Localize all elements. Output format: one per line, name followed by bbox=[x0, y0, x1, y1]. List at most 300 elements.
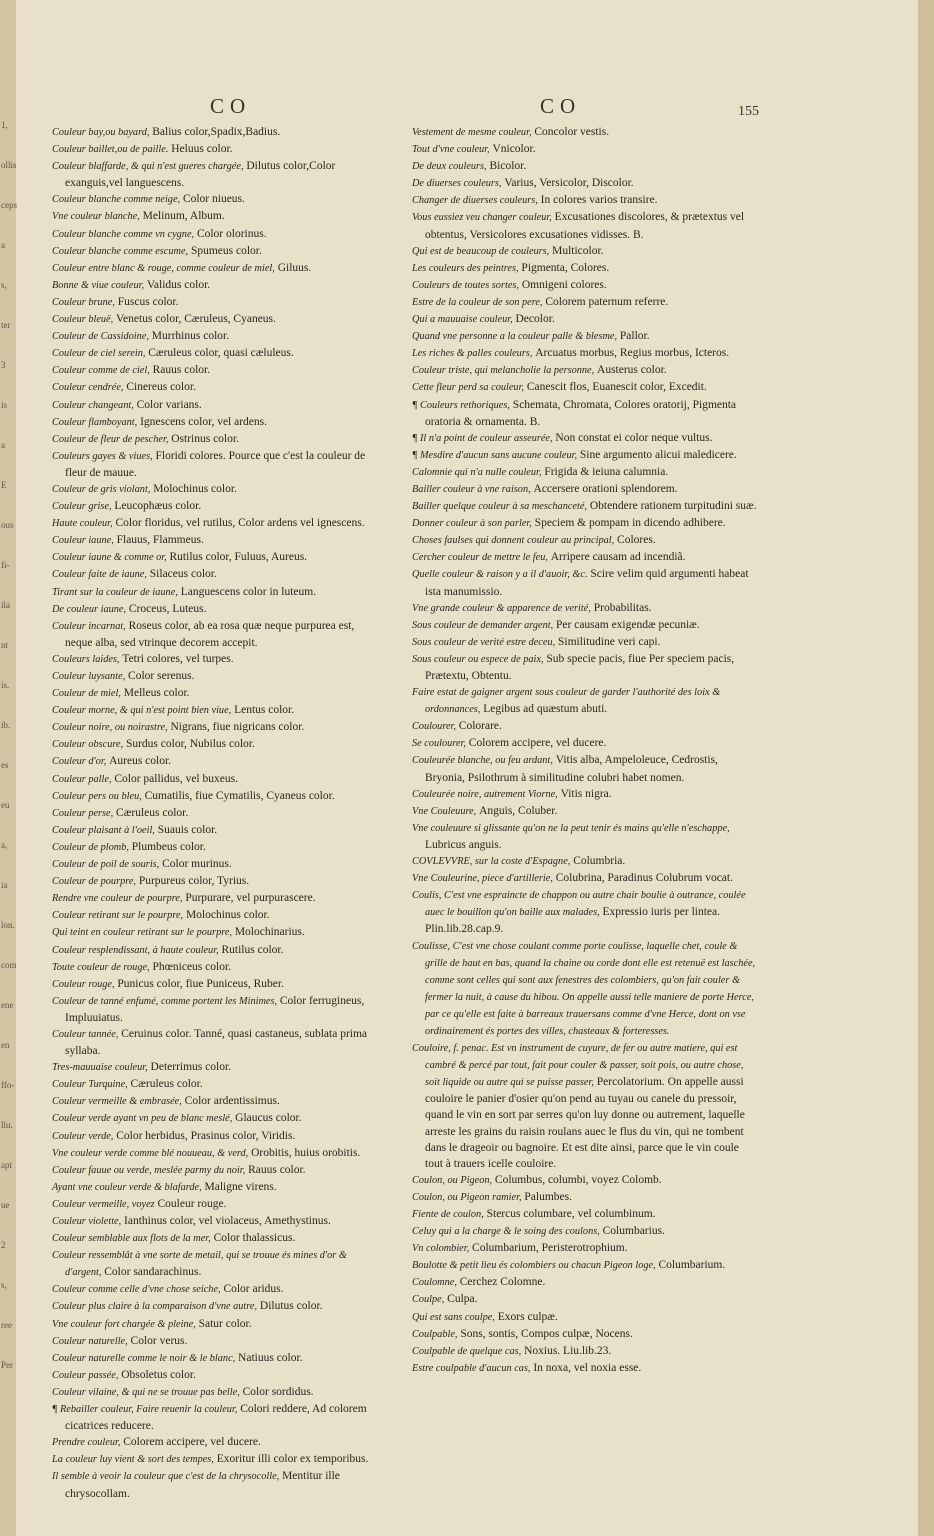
latin-equivalent: Color serenus. bbox=[128, 670, 195, 682]
margin-fragment: apt bbox=[1, 1160, 12, 1170]
latin-equivalent: Cæruleus color. bbox=[116, 806, 189, 819]
dictionary-entry bbox=[52, 771, 382, 788]
dictionary-entry bbox=[52, 549, 382, 566]
latin-equivalent: Colubrina, Paradinus Colubrum vocat. bbox=[555, 872, 733, 885]
dictionary-entry bbox=[52, 1434, 382, 1451]
latin-equivalent: Tetri colores, vel turpes. bbox=[122, 652, 234, 665]
dictionary-entry bbox=[52, 1196, 382, 1213]
french-term: De diuerses couleurs, bbox=[412, 178, 502, 190]
right-column bbox=[412, 124, 757, 1377]
dictionary-entry bbox=[52, 651, 382, 668]
french-term: Prendre couleur, bbox=[52, 1437, 121, 1449]
latin-equivalent: Accersere orationi splendorem. bbox=[533, 482, 678, 495]
french-term: Vn colombier, bbox=[412, 1243, 470, 1255]
french-term: Coulon, ou Pigeon, bbox=[412, 1174, 493, 1186]
french-term: Faire estat de gaigner argent sous couleur de garder l'authorité des loix & ordonnances, bbox=[412, 687, 721, 716]
dictionary-entry bbox=[52, 1333, 382, 1350]
french-term: De couleur iaune, bbox=[52, 603, 127, 615]
french-term: Couleur semblable aux flots de la mer, bbox=[52, 1233, 211, 1245]
margin-fragment: is. bbox=[1, 680, 10, 690]
french-term: Couleur de tanné enfumé, comme portent les Minimes, bbox=[52, 995, 278, 1007]
latin-equivalent: Varius, Versicolor, Discolor. bbox=[504, 177, 634, 190]
french-term: Couleur passée, bbox=[52, 1369, 119, 1381]
dictionary-entry bbox=[52, 1298, 382, 1315]
latin-equivalent: Color murinus. bbox=[162, 858, 232, 871]
dictionary-entry bbox=[412, 243, 757, 260]
margin-fragment: a bbox=[1, 440, 5, 450]
dictionary-entry bbox=[412, 464, 757, 481]
margin-fragment: s, bbox=[1, 1280, 7, 1290]
margin-fragment: ree bbox=[1, 1320, 12, 1330]
latin-equivalent: Color niueus. bbox=[182, 193, 245, 206]
latin-equivalent: Purpurare, vel purpurascere. bbox=[185, 892, 316, 905]
french-term: Les riches & palles couleurs, bbox=[412, 348, 533, 360]
french-term: Couleur violette, bbox=[52, 1216, 122, 1227]
dictionary-entry bbox=[52, 753, 382, 770]
french-term: Couleur triste, qui melancholie la personne, bbox=[412, 365, 595, 377]
dictionary-entry bbox=[52, 345, 382, 362]
latin-equivalent: Color sordidus. bbox=[242, 1385, 314, 1398]
latin-equivalent: Molochinarius. bbox=[234, 926, 305, 939]
margin-fragment: ib. bbox=[1, 720, 11, 730]
latin-equivalent: Color verus. bbox=[130, 1334, 188, 1347]
french-term: Couleur cendrée, bbox=[52, 382, 124, 394]
french-term: Estre coulpable d'aucun cas, bbox=[412, 1362, 531, 1374]
french-term: Couleur pers ou bleu, bbox=[52, 790, 142, 802]
french-term: Couleur bleuë, bbox=[52, 314, 114, 326]
dictionary-entry bbox=[412, 397, 757, 430]
margin-fragment: 3 bbox=[1, 360, 6, 370]
dictionary-entry bbox=[412, 1257, 757, 1274]
french-term: ¶ Il n'a point de couleur asseurée, bbox=[412, 432, 553, 444]
latin-equivalent: Columbus, columbi, voyez Colomb. bbox=[494, 1173, 662, 1186]
latin-equivalent: Colori reddere, Ad colorem cicatrices reducere. bbox=[65, 1403, 367, 1433]
dictionary-entry bbox=[412, 1172, 757, 1189]
french-term: Couleur entre blanc & rouge, comme couleur de miel, bbox=[52, 262, 275, 274]
dictionary-entry bbox=[52, 942, 382, 959]
dictionary-entry bbox=[412, 1309, 757, 1326]
french-term: Couleur de poil de souris, bbox=[52, 859, 160, 871]
margin-fragment: ila bbox=[1, 600, 10, 610]
latin-equivalent: Ceruinus color. Tanné, quasi castaneus, sublata prima syllaba. bbox=[65, 1027, 368, 1058]
latin-equivalent: Expressio iuris per lintea. Plin.lib.28.cap.9. bbox=[425, 906, 721, 936]
latin-equivalent: Couleur rouge. bbox=[157, 1197, 227, 1210]
dictionary-entry bbox=[412, 634, 757, 651]
latin-equivalent: Multicolor. bbox=[552, 244, 604, 257]
latin-equivalent: Ostrinus color. bbox=[171, 432, 239, 445]
latin-equivalent: Colorem accipere, vel ducere. bbox=[123, 1436, 261, 1449]
french-term: Couleur d'or, bbox=[52, 756, 107, 768]
dictionary-entry bbox=[412, 532, 757, 549]
latin-equivalent: Ianthinus color, vel violaceus, Amethystinus. bbox=[124, 1215, 331, 1227]
dictionary-entry bbox=[412, 481, 757, 498]
margin-fragment: a, bbox=[1, 840, 8, 850]
margin-fragment: com bbox=[1, 960, 17, 970]
dictionary-entry bbox=[52, 1468, 382, 1501]
french-term: Coulomne, bbox=[412, 1277, 457, 1289]
latin-equivalent: Lentus color. bbox=[234, 704, 295, 717]
dictionary-entry bbox=[52, 1128, 382, 1145]
dictionary-entry bbox=[52, 1179, 382, 1196]
french-term: Fiente de coulon, bbox=[412, 1209, 484, 1220]
latin-equivalent: Dilutus color. bbox=[259, 1300, 323, 1313]
latin-equivalent: Canescit flos, Euanescit color, Excedit. bbox=[526, 381, 707, 394]
french-term: Couleur palle, bbox=[52, 773, 112, 785]
dictionary-entry bbox=[52, 1110, 382, 1127]
dictionary-entry bbox=[52, 243, 382, 260]
dictionary-entry bbox=[52, 856, 382, 873]
french-term: Coulpe, bbox=[412, 1294, 445, 1306]
dictionary-entry bbox=[412, 684, 757, 718]
french-term: Sous couleur ou espece de paix, bbox=[412, 653, 544, 665]
french-term: ¶ Mesdire d'aucun sans aucune couleur, bbox=[412, 449, 578, 461]
latin-equivalent: Columbarium. bbox=[658, 1259, 726, 1272]
dictionary-entry bbox=[52, 362, 382, 379]
french-term: Quelle couleur & raison y a il d'auoir, &c. bbox=[412, 569, 588, 581]
latin-equivalent: Stercus columbare, vel columbinum. bbox=[486, 1208, 656, 1220]
latin-equivalent: Non constat ei color neque vultus. bbox=[555, 431, 713, 444]
dictionary-entry bbox=[52, 993, 382, 1026]
dictionary-entry bbox=[52, 1316, 382, 1333]
dictionary-entry bbox=[52, 685, 382, 702]
french-term: ¶ Couleurs rethoriques, bbox=[412, 399, 510, 411]
dictionary-entry bbox=[412, 379, 757, 396]
latin-equivalent: Percolatorium. On appelle aussi couloire le panier d'osier qu'on pend au tuyau ou canele du pressoir, quand le vin en sort par serres qu'on luy donne ou autrement, laquelle arreste les grains du raisin roulans auec le flus du vin, qui ne tombent dans le drageoir ou bagnoire. Et est dite ainsi, parce que le vin coule tout à trauers icelle couloire. bbox=[425, 1076, 745, 1170]
french-term: Couleurs laides, bbox=[52, 653, 120, 665]
dictionary-entry bbox=[52, 702, 382, 719]
latin-equivalent: Validus color. bbox=[146, 278, 211, 291]
latin-equivalent: Croceus, Luteus. bbox=[128, 602, 207, 615]
latin-equivalent: Scire velim quid argumenti habeat ista manumissio. bbox=[425, 568, 749, 598]
latin-equivalent: Palumbes. bbox=[524, 1190, 572, 1203]
french-term: Couleur changeant, bbox=[52, 399, 134, 411]
latin-equivalent: Sons, sontis, Compos culpæ, Nocens. bbox=[460, 1327, 633, 1340]
french-term: Couleur brune, bbox=[52, 296, 115, 308]
latin-equivalent: Culpa. bbox=[447, 1293, 478, 1306]
french-term: Vne Couleurine, piece d'artillerie, bbox=[412, 873, 553, 885]
french-term: Tres-mauuaise couleur, bbox=[52, 1062, 148, 1074]
dictionary-entry bbox=[412, 786, 757, 803]
latin-equivalent: Silaceus color. bbox=[149, 568, 217, 581]
french-term: Sous couleur de demander argent, bbox=[412, 619, 554, 631]
dictionary-entry bbox=[52, 208, 382, 225]
latin-equivalent: Arcuatus morbus, Regius morbus, Icteros. bbox=[535, 347, 730, 360]
dictionary-entry bbox=[52, 1350, 382, 1367]
dictionary-entry bbox=[52, 1247, 382, 1281]
dictionary-entry bbox=[412, 141, 757, 158]
dictionary-entry bbox=[412, 803, 757, 820]
dictionary-entry bbox=[52, 498, 382, 515]
latin-equivalent: Vitis nigra. bbox=[560, 787, 612, 800]
page-edge bbox=[918, 0, 934, 1536]
dictionary-entry bbox=[412, 1360, 757, 1377]
french-term: Couleur blanche comme neige, bbox=[52, 194, 181, 206]
french-term: Couleur vermeille & embrasée, bbox=[52, 1096, 182, 1108]
french-term: Couleur baillet,ou de paille. bbox=[52, 144, 169, 156]
french-term: Couleur obscure, bbox=[52, 739, 124, 751]
french-term: Cercher couleur de mettre le feu, bbox=[412, 552, 548, 564]
latin-equivalent: Heluus color. bbox=[171, 143, 233, 156]
french-term: Sous couleur de verité estre deceu, bbox=[412, 636, 556, 648]
french-term: Coulisse, C'est vne chose coulant comme porte coulisse, laquelle chet, coule & grille de haut en bas, quand la chaine ou corde dont elle est retenuë est laschée, comme sont celles qui sont aux fenestres des colombiers, qu'on fait couler & fermer la nuit, à cause du hibou. On appelle aussi telle maniere de porte Herce, par ce qu'elle est faite à barreaux trauersans comme d'vne Herce, dont on vse ordinairement és portes des villes, chasteaux & forteresses. bbox=[412, 940, 756, 1037]
french-term: Couleur plaisant à l'oeil, bbox=[52, 824, 155, 836]
latin-equivalent: Color floridus, vel rutilus, Color ardens vel ignescens. bbox=[115, 517, 365, 530]
french-term: Vne couleur blanche, bbox=[52, 211, 140, 223]
french-term: Coulis, C'est vne espraincte de chappon ou autre chair boulie à outrance, coulée auec le bouillon qu'on baille aux malades, bbox=[412, 890, 746, 919]
dictionary-entry bbox=[412, 515, 757, 532]
dictionary-entry bbox=[52, 379, 382, 396]
latin-equivalent: Glaucus color. bbox=[235, 1112, 302, 1125]
french-term: Qui teint en couleur retirant sur le pourpre, bbox=[52, 927, 232, 939]
french-term: Bailler couleur à vne raison, bbox=[412, 483, 531, 495]
latin-equivalent: Melinum, Album. bbox=[142, 210, 225, 223]
latin-equivalent: Molochinus color. bbox=[153, 482, 237, 495]
french-term: Couleur iaune, bbox=[52, 535, 114, 547]
latin-equivalent: Rauus color. bbox=[248, 1163, 306, 1176]
latin-equivalent: Similitudine veri capi. bbox=[557, 635, 661, 648]
dictionary-entry bbox=[412, 294, 757, 311]
dictionary-entry bbox=[52, 1076, 382, 1093]
french-term: Couleur de miel, bbox=[52, 688, 121, 700]
latin-equivalent: Leucophæus color. bbox=[114, 500, 202, 513]
french-term: Couleur incarnat, bbox=[52, 620, 126, 632]
dictionary-entry bbox=[412, 600, 757, 617]
dictionary-entry bbox=[52, 890, 382, 907]
french-term: Couleur de Cassidoine, bbox=[52, 331, 149, 343]
dictionary-entry bbox=[412, 447, 757, 464]
dictionary-entry bbox=[412, 752, 757, 785]
latin-equivalent: Pigmenta, Colores. bbox=[521, 261, 610, 274]
dictionary-entry bbox=[52, 260, 382, 277]
french-term: Couleur blaffarde, & qui n'est gueres chargée, bbox=[52, 161, 244, 173]
dictionary-entry bbox=[52, 311, 382, 328]
latin-equivalent: Satur color. bbox=[198, 1317, 252, 1330]
dictionary-entry bbox=[412, 1291, 757, 1308]
margin-fragment: is bbox=[1, 400, 8, 410]
latin-equivalent: Molochinus color. bbox=[185, 909, 270, 922]
latin-equivalent: Suauis color. bbox=[157, 823, 218, 836]
french-term: Couleur fauue ou verde, meslée parmy du noir, bbox=[52, 1164, 246, 1176]
latin-equivalent: Melleus color. bbox=[123, 687, 190, 700]
french-term: Couleur comme de ciel, bbox=[52, 365, 150, 377]
dictionary-entry bbox=[412, 870, 757, 887]
dictionary-entry bbox=[52, 1281, 382, 1298]
latin-equivalent: Decolor. bbox=[515, 313, 555, 326]
dictionary-entry bbox=[412, 362, 757, 379]
french-term: Qui est de beaucoup de couleurs, bbox=[412, 245, 550, 257]
dictionary-entry bbox=[52, 1230, 382, 1247]
french-term: Couleur ressemblât à vne sorte de metail, qui se trouue és mines d'or & d'argent, bbox=[52, 1250, 347, 1279]
dictionary-entry bbox=[412, 566, 757, 599]
facing-page-margin bbox=[0, 0, 20, 1536]
latin-equivalent: Color pallidus, vel buxeus. bbox=[114, 772, 238, 785]
dictionary-entry bbox=[52, 397, 382, 414]
french-term: Couleur vilaine, & qui ne se trouue pas belle, bbox=[52, 1386, 240, 1398]
dictionary-entry bbox=[412, 328, 757, 345]
margin-fragment: 2 bbox=[1, 1240, 6, 1250]
latin-equivalent: Balius color,Spadix,Badius. bbox=[152, 126, 281, 138]
dictionary-entry bbox=[52, 805, 382, 822]
latin-equivalent: Sine argumento alicui maledicere. bbox=[579, 448, 737, 461]
french-term: Choses faulses qui donnent couleur au principal, bbox=[412, 535, 615, 547]
french-term: Couleurs de toutes sortes, bbox=[412, 279, 519, 291]
latin-equivalent: Excusationes discolores, & prætextus vel obtentus, Versicolores excusationes vidisses. B. bbox=[425, 211, 745, 241]
dictionary-entry bbox=[412, 853, 757, 870]
latin-equivalent: Colorem accipere, vel ducere. bbox=[468, 737, 607, 750]
margin-fragment: E bbox=[1, 480, 7, 490]
running-head-right: CO bbox=[540, 94, 582, 118]
dictionary-entry bbox=[52, 601, 382, 618]
latin-equivalent: Flauus, Flammeus. bbox=[116, 534, 204, 547]
margin-fragment: ue bbox=[1, 1200, 10, 1210]
latin-equivalent: Columbarium, Peristerotrophium. bbox=[472, 1242, 628, 1255]
latin-equivalent: Color varians. bbox=[136, 398, 202, 411]
french-term: Vne couleur fort chargée & pleine, bbox=[52, 1318, 196, 1330]
dictionary-entry bbox=[52, 1059, 382, 1076]
margin-fragment: en bbox=[1, 1040, 10, 1050]
french-term: Ayant vne couleur verde & blafarde, bbox=[52, 1181, 202, 1193]
french-term: Couleur rouge, bbox=[52, 978, 115, 990]
french-term: Couleur perse, bbox=[52, 807, 114, 819]
latin-equivalent: Mentitur ille chrysocollam. bbox=[65, 1470, 340, 1500]
margin-fragment: ffo- bbox=[1, 1080, 15, 1090]
dictionary-entry bbox=[52, 158, 382, 191]
french-term: Couleur grise, bbox=[52, 501, 112, 513]
margin-fragment: ceps bbox=[1, 200, 17, 210]
french-term: Couleur de plomb, bbox=[52, 841, 129, 853]
french-term: Couleur de pourpre, bbox=[52, 876, 136, 888]
latin-equivalent: Noxius. Liu.lib.23. bbox=[524, 1344, 612, 1357]
french-term: Couleurée blanche, ou feu ardant, bbox=[412, 755, 553, 767]
french-term: Estre de la couleur de son pere, bbox=[412, 296, 543, 308]
french-term: Couleur plus claire à la comparaison d'vne autre, bbox=[52, 1301, 258, 1313]
latin-equivalent: Rutilus color. bbox=[221, 943, 284, 956]
french-term: Qui a mauuaise couleur, bbox=[412, 314, 513, 326]
latin-equivalent: Deterrimus color. bbox=[150, 1061, 232, 1074]
margin-fragment: ous bbox=[1, 520, 14, 530]
french-term: Vne couleuure si glissante qu'on ne la peut tenir és mains qu'elle n'eschappe, bbox=[412, 822, 730, 834]
latin-equivalent: Plumbeus color. bbox=[131, 840, 206, 853]
dictionary-entry bbox=[52, 566, 382, 583]
latin-equivalent: Cinereus color. bbox=[126, 381, 196, 394]
dictionary-entry bbox=[412, 1040, 757, 1172]
latin-equivalent: In noxa, vel noxia esse. bbox=[533, 1361, 642, 1374]
french-term: Couleur de gris violant, bbox=[52, 483, 151, 495]
dictionary-entry bbox=[52, 788, 382, 805]
dictionary-entry bbox=[412, 209, 757, 242]
latin-equivalent: Color ardentissimus. bbox=[184, 1095, 280, 1108]
dictionary-entry bbox=[52, 1384, 382, 1401]
latin-equivalent: Columbarius. bbox=[602, 1225, 665, 1238]
latin-equivalent: Colorem paternum referre. bbox=[545, 295, 669, 308]
dictionary-entry bbox=[52, 839, 382, 856]
french-term: Toute couleur de rouge, bbox=[52, 961, 150, 973]
dictionary-entry bbox=[412, 1189, 757, 1206]
dictionary-entry bbox=[412, 938, 757, 1041]
dictionary-entry bbox=[52, 584, 382, 601]
margin-fragment: nt bbox=[1, 640, 9, 650]
dictionary-entry bbox=[52, 448, 382, 481]
latin-equivalent: Cæruleus color, quasi cæluleus. bbox=[148, 347, 294, 360]
french-term: Couleur flamboyant, bbox=[52, 416, 138, 428]
dictionary-entry bbox=[412, 617, 757, 634]
french-term: Couleurs gayes & viues, bbox=[52, 450, 153, 462]
latin-equivalent: Vitis alba, Ampeloleuce, Cedrostis, Bryonia, Psilothrum à similitudine colubri habet nomen. bbox=[425, 754, 718, 784]
french-term: ¶ Rebailler couleur, Faire reuenir la couleur, bbox=[52, 1404, 238, 1416]
left-column bbox=[52, 124, 382, 1502]
dictionary-entry bbox=[412, 175, 757, 192]
french-term: Couleur blanche comme vn cygne, bbox=[52, 228, 195, 240]
dictionary-entry bbox=[52, 959, 382, 976]
latin-equivalent: Color sandarachinus. bbox=[104, 1266, 202, 1279]
french-term: Couleur naturelle comme le noir & le blanc, bbox=[52, 1352, 236, 1364]
latin-equivalent: In colores varios transire. bbox=[540, 194, 658, 207]
dictionary-entry bbox=[52, 191, 382, 208]
margin-fragment: Per bbox=[1, 1360, 13, 1370]
french-term: COVLEVVRE, sur la coste d'Espagne, bbox=[412, 856, 571, 868]
french-term: La couleur luy vient & sort des tempes, bbox=[52, 1454, 214, 1466]
latin-equivalent: Per causam exigendæ pecuniæ. bbox=[556, 618, 700, 631]
dictionary-entry bbox=[52, 719, 382, 736]
dictionary-entry bbox=[412, 820, 757, 853]
latin-equivalent: Rauus color. bbox=[152, 364, 211, 377]
dictionary-entry bbox=[412, 124, 757, 141]
dictionary-entry bbox=[52, 1367, 382, 1384]
margin-fragment: lon. bbox=[1, 920, 15, 930]
dictionary-entry bbox=[412, 1240, 757, 1257]
margin-fragment: a bbox=[1, 240, 5, 250]
dictionary-entry bbox=[412, 430, 757, 447]
dictionary-entry bbox=[412, 1326, 757, 1343]
french-term: Couleur verde, bbox=[52, 1130, 114, 1142]
dictionary-entry bbox=[52, 1213, 382, 1230]
dictionary-entry bbox=[52, 124, 382, 141]
dictionary-entry bbox=[52, 141, 382, 158]
dictionary-entry bbox=[412, 277, 757, 294]
margin-fragment: s, bbox=[1, 280, 7, 290]
latin-equivalent: Speciem & pompam in dicendo adhibere. bbox=[534, 517, 726, 530]
latin-equivalent: Natiuus color. bbox=[238, 1351, 303, 1364]
latin-equivalent: Dilutus color,Color exanguis,vel languescens. bbox=[65, 160, 336, 190]
french-term: Vne Couleuure, bbox=[412, 805, 477, 817]
latin-equivalent: Omnigeni colores. bbox=[521, 278, 607, 291]
latin-equivalent: Fuscus color. bbox=[117, 295, 179, 308]
latin-equivalent: Color aridus. bbox=[223, 1283, 284, 1296]
dictionary-entry bbox=[52, 822, 382, 839]
french-term: Couleur vermeille, voyez bbox=[52, 1198, 155, 1210]
latin-equivalent: Spumeus color. bbox=[190, 244, 262, 257]
latin-equivalent: Venetus color, Cæruleus, Cyaneus. bbox=[116, 313, 276, 326]
french-term: Vous eussiez veu changer couleur, bbox=[412, 212, 552, 224]
french-term: Celuy qui a la charge & le soing des coulons, bbox=[412, 1226, 600, 1238]
latin-equivalent: Colorare. bbox=[458, 720, 502, 733]
french-term: Couleur morne, & qui n'est point bien viue, bbox=[52, 705, 232, 717]
latin-equivalent: Purpureus color, Tyrius. bbox=[138, 875, 250, 888]
french-term: Bailler quelque couleur à sa meschanceté, bbox=[412, 501, 587, 513]
french-term: Couleur bay,ou bayard, bbox=[52, 127, 150, 138]
french-term: Boulotte & petit lieu és colombiers ou chacun Pigeon loge, bbox=[412, 1260, 656, 1272]
french-term: Changer de diuerses couleurs, bbox=[412, 195, 538, 207]
latin-equivalent: Murrhinus color. bbox=[151, 330, 230, 343]
page-number: 155 bbox=[738, 104, 759, 119]
latin-equivalent: Cæruleus color. bbox=[130, 1078, 203, 1091]
french-term: Couleur Turquine, bbox=[52, 1079, 128, 1091]
dictionary-entry bbox=[412, 1206, 757, 1223]
french-term: Coulpable de quelque cas, bbox=[412, 1345, 522, 1357]
dictionary-entry bbox=[52, 277, 382, 294]
french-term: Couleur luysante, bbox=[52, 671, 126, 682]
dictionary-entry bbox=[52, 515, 382, 532]
